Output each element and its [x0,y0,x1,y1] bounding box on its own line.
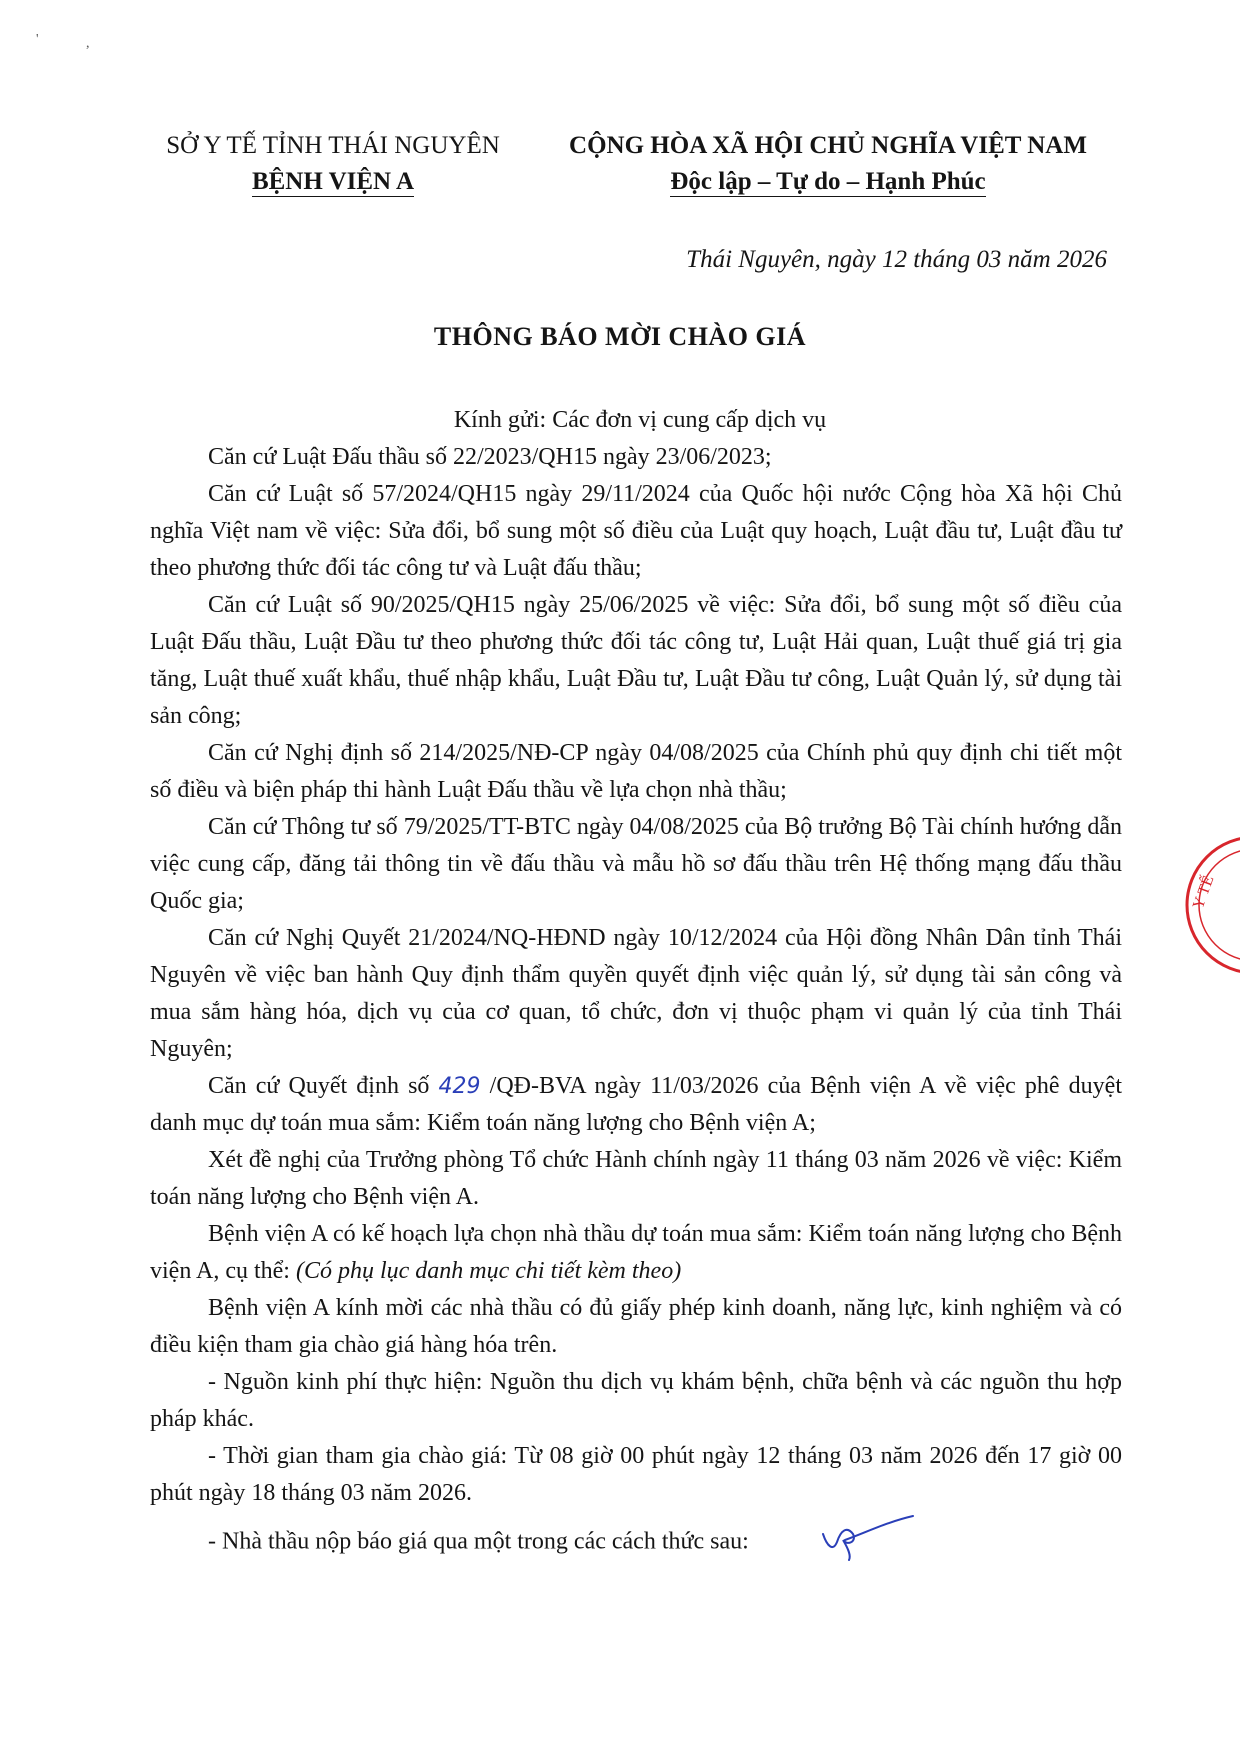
paragraph: Căn cứ Thông tư số 79/2025/TT-BTC ngày 04/08/2025 của Bộ trưởng Bộ Tài chính hướng dẫn việc cung cấp, đăng tải thông tin về đấu thầu và mẫu hồ sơ đấu thầu trên Hệ thống mạng đấu thầu Quốc gia; [150,814,1122,914]
plan-note: (Có phụ lục danh mục chi tiết kèm theo) [295,1258,682,1284]
paragraph: Căn cứ Luật số 57/2024/QH15 ngày 29/11/2024 của Quốc hội nước Cộng hòa Xã hội Chủ nghĩa Việt nam về việc: Sửa đổi, bổ sung một số điều của Luật quy hoạch, Luật đầu tư, Luật đầu tư theo phương thức đối tác công tư và Luật đấu thầu; [150,481,1122,581]
paragraph: Căn cứ Nghị Quyết 21/2024/NQ-HĐND ngày 10/12/2024 của Hội đồng Nhân Dân tỉnh Thái Nguyên về việc ban hành Quy định thẩm quyền quyết định việc quản lý, sử dụng tài sản công và mua sắm hàng hóa, dịch vụ của cơ quan, tổ chức, đơn vị thuộc phạm vi quản lý của tỉnh Thái Nguyên; [150,925,1122,1062]
paragraph: - Thời gian tham gia chào giá: Từ 08 giờ 00 phút ngày 12 tháng 03 năm 2026 đến 17 giờ 00 phút ngày 18 tháng 03 năm 2026. [150,1443,1122,1506]
paragraph: Bệnh viện A kính mời các nhà thầu có đủ giấy phép kinh doanh, năng lực, kinh nghiệm và có điều kiện tham gia chào giá hàng hóa trên. [150,1295,1122,1358]
national-motto: Độc lập – Tự do – Hạnh Phúc [670,164,985,200]
red-seal [1180,830,1240,985]
greeting: Kính gửi: Các đơn vị cung cấp dịch vụ [453,407,827,433]
paragraph: Căn cứ Nghị định số 214/2025/NĐ-CP ngày 04/08/2025 của Chính phủ quy định chi tiết một số điều và biện pháp thi hành Luật Đấu thầu về lựa chọn nhà thầu; [150,740,1122,803]
date-line: Thái Nguyên, ngày 12 tháng 03 năm 2026 [686,246,1107,273]
hospital-name: BỆNH VIỆN A [252,164,414,200]
department-name: SỞ Y TẾ TỈNH THÁI NGUYÊN [166,132,500,159]
plan-text: Bệnh viện A có kế hoạch lựa chọn nhà thầu dự toán mua sắm: Kiểm toán năng lượng cho Bệnh viện A, cụ thể: [150,1221,1122,1284]
paragraph: Xét đề nghị của Trưởng phòng Tổ chức Hành chính ngày 11 tháng 03 năm 2026 về việc: Kiểm toán năng lượng cho Bệnh viện A. [150,1147,1122,1210]
scan-mark: ' [36,32,39,47]
national-heading [538,128,1118,200]
issuing-authority [148,128,518,200]
paragraph: Căn cứ Luật Đấu thầu số 22/2023/QH15 ngày 23/06/2023; [208,444,772,470]
last-line-text: - Nhà thầu nộp báo giá qua một trong các cách thức sau: [208,1528,749,1555]
decision-text-after: /QĐ-BVA ngày 11/03/2026 của Bệnh viện A về việc phê duyệt danh mục dự toán mua sắm: Kiểm toán năng lượng cho Bệnh viện A; [150,1073,1123,1136]
initial-signature [759,1512,917,1574]
national-title: CỘNG HÒA XÃ HỘI CHỦ NGHĨA VIỆT NAM [569,132,1087,159]
svg-text:Y TẾ: Y TẾ [1189,873,1218,912]
paragraph: Căn cứ Luật số 90/2025/QH15 ngày 25/06/2025 về việc: Sửa đổi, bổ sung một số điều của Luật Đấu thầu, Luật Đầu tư theo phương thức đối tác công tư, Luật Hải quan, Luật thuế giá trị gia tăng, Luật thuế xuất khẩu, thuế nhập khẩu, Luật Đầu tư, Luật Đầu tư công, Luật Quản lý, sử dụng tài sản công; [150,592,1122,729]
scan-mark: , [86,36,90,51]
document-title: THÔNG BÁO MỜI CHÀO GIÁ [433,322,807,351]
last-line [150,1512,1122,1574]
handwritten-number: 429 [438,1074,481,1099]
plan-paragraph [150,1216,1122,1290]
decision-paragraph [150,1068,1122,1142]
document-header [0,128,1240,208]
document-body [150,402,1122,1574]
paragraph: - Nguồn kinh phí thực hiện: Nguồn thu dịch vụ khám bệnh, chữa bệnh và các nguồn thu hợp pháp khác. [150,1369,1122,1432]
decision-text-before: Căn cứ Quyết định số [208,1073,439,1099]
